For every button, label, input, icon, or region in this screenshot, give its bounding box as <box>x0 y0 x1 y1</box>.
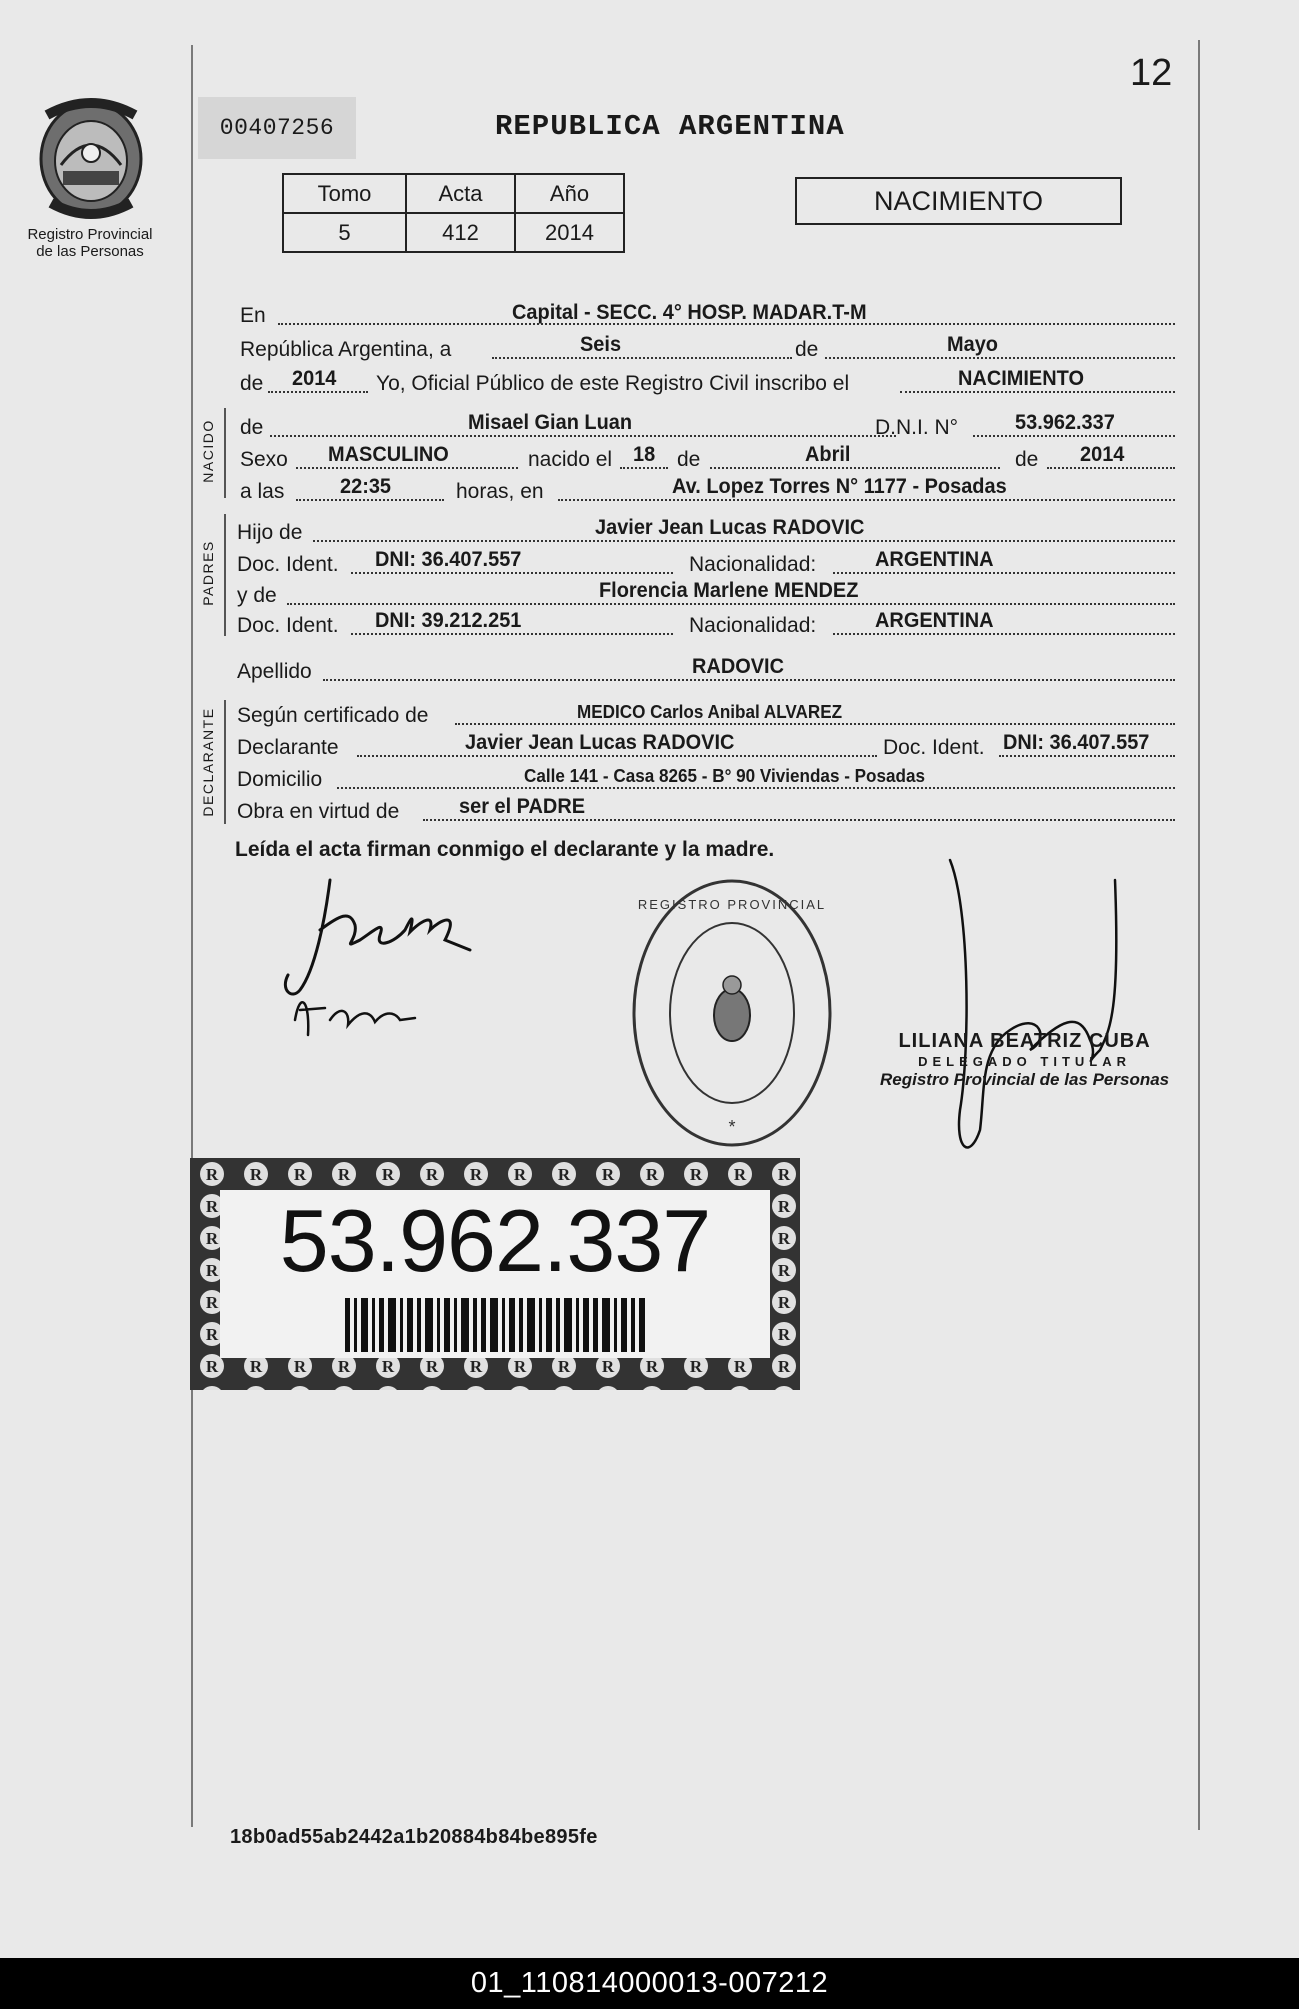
nacido-name-row <box>240 410 1175 440</box>
father-doc-row <box>237 547 1175 577</box>
time-value: 22:35 <box>340 475 392 498</box>
father-nat-dots <box>833 572 1175 574</box>
father-name-value: Javier Jean Lucas RADOVIC <box>595 516 865 539</box>
tomo-header: Tomo <box>283 174 406 213</box>
declarant-signature <box>270 860 500 1040</box>
certificado-row <box>237 698 1175 728</box>
nacido-bracket <box>224 408 226 498</box>
record-type-box: NACIMIENTO <box>795 177 1122 225</box>
certificado-label: Según certificado de <box>237 704 429 727</box>
sexo-value: MASCULINO <box>328 443 449 466</box>
official-block <box>880 1030 1169 1090</box>
tomo-value: 5 <box>283 213 406 252</box>
registry-label <box>10 226 170 260</box>
en-value: Capital - SECC. 4° HOSP. MADAR.T-M <box>512 301 867 324</box>
a-las-label: a las <box>240 480 285 503</box>
father-doc-label: Doc. Ident. <box>237 553 339 576</box>
obra-label: Obra en virtud de <box>237 800 400 823</box>
obra-row <box>237 794 1175 824</box>
mother-nat-value: ARGENTINA <box>875 609 994 632</box>
birth-de-label: de <box>677 448 701 471</box>
mother-doc-value: DNI: 39.212.251 <box>375 609 522 632</box>
month-dots <box>710 467 1000 469</box>
horas-en-label: horas, en <box>456 480 544 503</box>
domicilio-row <box>237 762 1175 792</box>
declarante-label: Declarante <box>237 736 339 759</box>
country-title: REPUBLICA ARGENTINA <box>495 110 845 143</box>
en-label: En <box>240 304 266 327</box>
sticker-inner-panel <box>220 1190 770 1358</box>
father-nat-label: Nacionalidad: <box>689 553 817 576</box>
sticker-id-number: 53.962.337 <box>279 1191 711 1290</box>
name-dots <box>270 435 896 437</box>
declarante-dots <box>357 755 877 757</box>
declarante-doc-dots <box>999 755 1175 757</box>
anio-de-label: de <box>240 372 264 395</box>
closing-statement: Leída el acta firman conmigo el declarante y la madre. <box>235 838 775 861</box>
certificado-value: MEDICO Carlos Anibal ALVAREZ <box>577 702 843 722</box>
mother-dots <box>287 603 1175 605</box>
anio-value: 2014 <box>515 213 624 252</box>
file-label-bar: 01_110814000013-007212 <box>0 1958 1299 2009</box>
acta-value: 412 <box>406 213 515 252</box>
apellido-value: RADOVIC <box>692 655 785 678</box>
official-seal-icon <box>630 875 835 1150</box>
apellido-label: Apellido <box>237 660 312 683</box>
inscribe-value: NACIMIENTO <box>958 367 1084 390</box>
father-doc-dots <box>351 572 673 574</box>
sexo-label: Sexo <box>240 448 288 471</box>
svg-text:*: * <box>728 1117 736 1137</box>
sexo-dots <box>296 467 518 469</box>
declarante-doc-value: DNI: 36.407.557 <box>1003 731 1150 754</box>
domicilio-value: Calle 141 - Casa 8265 - B° 90 Viviendas - Posadas <box>524 766 926 786</box>
svg-text:REGISTRO PROVINCIAL: REGISTRO PROVINCIAL <box>637 897 827 912</box>
official-signature <box>930 850 1140 1170</box>
hijo-de-label: Hijo de <box>237 521 303 544</box>
declarante-value: Javier Jean Lucas RADOVIC <box>465 731 735 754</box>
declarante-bracket <box>224 700 226 824</box>
birth-month-value: Abril <box>805 443 851 466</box>
oficial-text: Yo, Oficial Público de este Registro Civil inscribo el <box>376 372 850 395</box>
year-dots <box>1047 467 1175 469</box>
barcode-icon <box>345 1298 645 1352</box>
y-de-label: y de <box>237 584 277 607</box>
child-name-value: Misael Gian Luan <box>468 411 633 434</box>
obra-dots <box>423 819 1175 821</box>
anio-dots-1 <box>268 391 368 393</box>
fecha-row <box>240 332 1175 362</box>
time-dots <box>296 499 444 501</box>
sexo-row <box>240 442 1175 472</box>
page-number: 12 <box>1130 52 1173 94</box>
dni-value: 53.962.337 <box>1015 411 1115 434</box>
dni-dots <box>973 435 1175 437</box>
left-margin-line <box>191 45 193 1827</box>
en-row <box>240 298 1175 328</box>
mother-name-value: Florencia Marlene MENDEZ <box>599 579 859 602</box>
mother-nat-dots <box>833 633 1175 635</box>
hijo-de-row <box>237 515 1175 545</box>
anio-row <box>240 366 1175 396</box>
mother-doc-row <box>237 608 1175 638</box>
declarante-doc-label: Doc. Ident. <box>883 736 985 759</box>
anio-dots-2 <box>900 391 1175 393</box>
declarante-section-label: DECLARANTE <box>200 707 216 817</box>
serial-number: 00407256 <box>198 97 356 159</box>
place-dots <box>558 499 1175 501</box>
declarante-row <box>237 730 1175 760</box>
apellido-dots <box>323 679 1175 681</box>
mother-nat-label: Nacionalidad: <box>689 614 817 637</box>
padres-bracket <box>224 514 226 636</box>
day-dots <box>620 467 668 469</box>
birth-year-value: 2014 <box>1080 443 1125 466</box>
nacido-el-label: nacido el <box>528 448 613 471</box>
id-number-sticker <box>190 1158 800 1390</box>
father-doc-value: DNI: 36.407.557 <box>375 548 522 571</box>
domicilio-label: Domicilio <box>237 768 323 791</box>
nacido-de-label: de <box>240 416 264 439</box>
official-name: LILIANA BEATRIZ CUBA <box>898 1030 1151 1052</box>
province-crest-icon <box>33 95 149 221</box>
place-value: Av. Lopez Torres N° 1177 - Posadas <box>672 475 1007 498</box>
dni-label: D.N.I. N° <box>875 416 959 439</box>
apellido-row <box>237 654 1175 684</box>
y-de-row <box>237 578 1175 608</box>
mother-doc-dots <box>351 633 673 635</box>
obra-value: ser el PADRE <box>459 795 586 818</box>
year-value: 2014 <box>292 367 337 390</box>
republica-label: República Argentina, a <box>240 338 452 361</box>
right-margin-line <box>1198 40 1200 1830</box>
fecha-de-label: de <box>795 338 819 361</box>
month-value: Mayo <box>947 333 999 356</box>
fecha-dots-2 <box>825 357 1175 359</box>
domicilio-dots <box>337 787 1175 789</box>
padres-section-label: PADRES <box>200 540 216 606</box>
birth-day-value: 18 <box>633 443 656 466</box>
hora-row <box>240 474 1175 504</box>
fecha-dots-1 <box>492 357 792 359</box>
book-reference-table <box>282 173 625 253</box>
mother-doc-label: Doc. Ident. <box>237 614 339 637</box>
registry-label-line1: Registro Provincial <box>27 226 153 243</box>
father-dots <box>313 540 1175 542</box>
father-nat-value: ARGENTINA <box>875 548 994 571</box>
anio-header: Año <box>515 174 624 213</box>
acta-header: Acta <box>406 174 515 213</box>
official-role: DELEGADO TITULAR <box>918 1054 1131 1069</box>
registry-label-line2: de las Personas <box>36 243 144 260</box>
day-value: Seis <box>580 333 622 356</box>
document-hash: 18b0ad55ab2442a1b20884b84be895fe <box>230 1826 598 1848</box>
birth-de2-label: de <box>1015 448 1039 471</box>
nacido-section-label: NACIDO <box>200 419 216 483</box>
certificado-dots <box>455 723 1175 725</box>
official-office: Registro Provincial de las Personas <box>880 1070 1170 1089</box>
